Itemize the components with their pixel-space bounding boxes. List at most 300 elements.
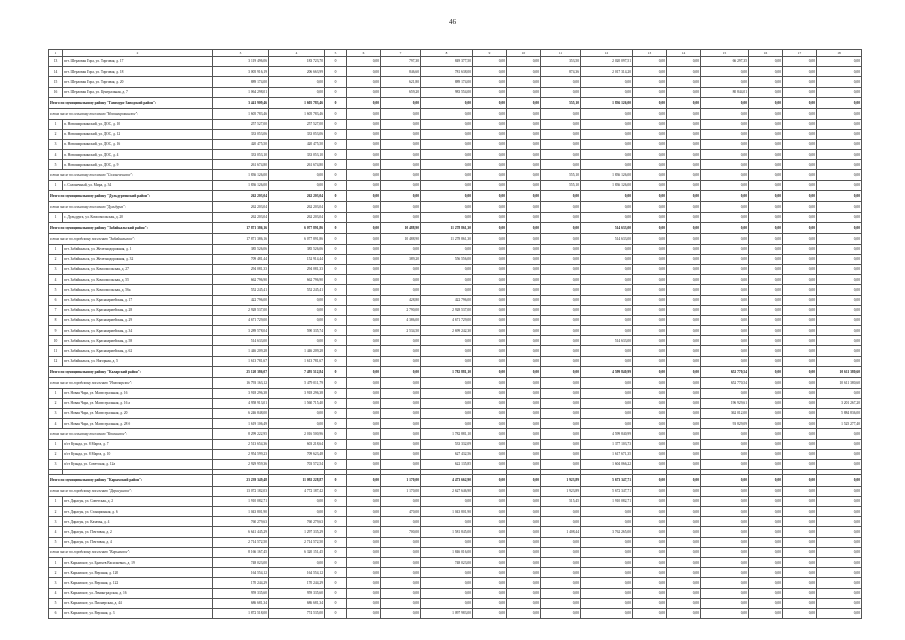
table-cell: 0,00: [633, 244, 667, 254]
table-cell: 0,00: [749, 67, 783, 77]
table-cell: 0,00: [541, 139, 581, 149]
table-cell: 0,00: [749, 388, 783, 398]
column-number: 1: [49, 50, 63, 57]
table-cell: 0,00: [749, 366, 783, 378]
table-cell: 0,00: [347, 234, 381, 244]
table-cell: 0,00: [507, 87, 541, 97]
address-cell: пгт. Дарасун, ул. Почтовая, д. 2: [63, 527, 213, 537]
address-cell: пгт. Карымское, ул. Пионерская, д. 44: [63, 598, 213, 608]
table-cell: 0,00: [507, 285, 541, 295]
table-cell: 0,00: [817, 527, 862, 537]
table-cell: 0: [325, 77, 347, 87]
table-row: [49, 527, 862, 537]
table-cell: 0: [325, 429, 347, 439]
table-cell: 0,00: [507, 77, 541, 87]
table-cell: 0,00: [347, 222, 381, 234]
table-cell: 0,00: [347, 429, 381, 439]
table-cell: 0,00: [667, 190, 701, 202]
row-number: 2: [49, 449, 63, 459]
table-cell: 748 023,00: [421, 558, 473, 568]
table-row: [49, 459, 862, 469]
column-number: 7: [381, 50, 421, 57]
table-cell: 0,00: [421, 212, 473, 222]
table-cell: 0,00: [269, 558, 325, 568]
table-cell: 257 527,00: [213, 119, 269, 129]
table-cell: 0: [325, 419, 347, 429]
table-cell: 774 535,00: [269, 608, 325, 618]
table-cell: 0,00: [541, 588, 581, 598]
table-cell: 1 910 082,71: [581, 496, 633, 506]
table-cell: 0,00: [541, 275, 581, 285]
table-cell: 0: [325, 366, 347, 378]
table-cell: 0,00: [473, 547, 507, 557]
table-cell: 0,00: [347, 409, 381, 419]
column-number: 14: [667, 50, 701, 57]
table-cell: 0,00: [347, 67, 381, 77]
table-row: [49, 568, 862, 578]
table-row: [49, 578, 862, 588]
address-cell: пгт. Забайкальск, ул. Железнодорожная, д. 32: [63, 254, 213, 264]
column-number: 10: [507, 50, 541, 57]
table-cell: 555,10: [541, 170, 581, 180]
table-cell: 0,00: [347, 419, 381, 429]
table-cell: 0,00: [541, 378, 581, 388]
table-cell: 0,00: [473, 608, 507, 618]
table-cell: 0,00: [421, 190, 473, 202]
table-cell: 0,00: [633, 378, 667, 388]
table-cell: 0,00: [473, 449, 507, 459]
table-cell: 0,00: [421, 378, 473, 388]
table-cell: 0,00: [269, 305, 325, 315]
table-cell: 0,00: [581, 109, 633, 119]
row-number: 16: [49, 87, 63, 97]
row-number: 1: [49, 180, 63, 190]
table-cell: 0,00: [667, 326, 701, 336]
address-cell: пгт. Шерловая Гора, ул. Торговая, д. 20: [63, 77, 213, 87]
table-cell: 0,00: [749, 129, 783, 139]
table-cell: 0,00: [633, 254, 667, 264]
table-cell: 0,00: [347, 180, 381, 190]
column-number: 3: [213, 50, 269, 57]
table-cell: 2 699 242,30: [421, 326, 473, 336]
settlement-subtotal-label: в том числе по городскому поселению "Дарасунское":: [49, 486, 213, 496]
table-cell: 0,00: [633, 547, 667, 557]
table-cell: 0: [325, 87, 347, 97]
table-cell: 0,00: [541, 419, 581, 429]
table-cell: 0,00: [749, 139, 783, 149]
table-cell: 0,00: [381, 346, 421, 356]
table-cell: 0,00: [783, 160, 817, 170]
address-cell: пгт. Забайкальск, ул. Красноармейская, д. 62: [63, 346, 213, 356]
table-cell: 0,00: [473, 222, 507, 234]
table-cell: 0,00: [749, 254, 783, 264]
table-cell: 515,45: [541, 496, 581, 506]
table-cell: 1 923,89: [541, 486, 581, 496]
table-cell: 0,00: [541, 439, 581, 449]
table-cell: 0,00: [633, 234, 667, 244]
table-cell: 0,00: [581, 139, 633, 149]
table-cell: 0,00: [347, 326, 381, 336]
table-cell: 0,00: [347, 475, 381, 487]
table-cell: 1 782 881,10: [421, 429, 473, 439]
table-cell: 0,00: [507, 439, 541, 449]
table-cell: 0,00: [381, 119, 421, 129]
table-cell: 66 297,35: [701, 57, 749, 67]
district-total-label: Итого по муниципальному району "Карымский район":: [49, 475, 213, 487]
column-number-row: [49, 50, 862, 57]
table-cell: 0,00: [347, 77, 381, 87]
table-cell: 0,00: [749, 109, 783, 119]
table-cell: 0,00: [817, 67, 862, 77]
table-row: [49, 212, 862, 222]
table-cell: 0,00: [473, 77, 507, 87]
table-cell: 1 923,89: [541, 475, 581, 487]
settlement-subtotal-row: [49, 378, 862, 388]
table-cell: 0,00: [381, 160, 421, 170]
table-cell: 0,00: [667, 388, 701, 398]
table-cell: 0,00: [783, 254, 817, 264]
table-cell: 0,00: [581, 517, 633, 527]
table-cell: 0,00: [667, 222, 701, 234]
table-cell: 0,00: [783, 537, 817, 547]
table-cell: 0,00: [473, 264, 507, 274]
table-cell: 0,00: [817, 244, 862, 254]
column-number: 13: [633, 50, 667, 57]
district-total-row: [49, 190, 862, 202]
table-cell: 2 534,50: [381, 326, 421, 336]
table-cell: 0,00: [381, 150, 421, 160]
table-cell: 0,00: [347, 496, 381, 506]
table-cell: 0,00: [817, 234, 862, 244]
table-cell: 0,00: [701, 275, 749, 285]
table-cell: 0,00: [347, 150, 381, 160]
table-cell: 0,00: [701, 180, 749, 190]
table-cell: 0,00: [633, 139, 667, 149]
table-cell: 0,00: [817, 190, 862, 202]
table-cell: 0,00: [473, 486, 507, 496]
row-number: 4: [49, 419, 63, 429]
table-cell: 0,00: [783, 568, 817, 578]
table-cell: 0,00: [817, 608, 862, 618]
table-cell: 0,00: [581, 608, 633, 618]
table-cell: 0: [325, 356, 347, 366]
table-cell: 0,00: [817, 77, 862, 87]
table-row: [49, 558, 862, 568]
table-cell: 0,00: [817, 264, 862, 274]
table-cell: 0: [325, 378, 347, 388]
table-row: [49, 315, 862, 325]
table-cell: 0,00: [749, 598, 783, 608]
table-cell: 0,00: [507, 356, 541, 366]
table-cell: 0,00: [581, 558, 633, 568]
table-cell: 0,00: [507, 475, 541, 487]
table-cell: 262 203,04: [269, 212, 325, 222]
table-cell: 0,00: [507, 244, 541, 254]
table-cell: 0,00: [507, 366, 541, 378]
table-cell: 0,00: [749, 234, 783, 244]
table-cell: 0,00: [667, 119, 701, 129]
table-cell: 17 871 386,16: [213, 222, 269, 234]
address-cell: п/ст Куанда, ул. 8 Марта, д. 10: [63, 449, 213, 459]
table-cell: 0,00: [473, 97, 507, 109]
table-cell: 0: [325, 57, 347, 67]
table-cell: 333 053,06: [213, 129, 269, 139]
table-cell: 333 053,10: [269, 150, 325, 160]
table-cell: 0: [325, 608, 347, 618]
table-cell: 0,00: [667, 315, 701, 325]
column-number: 16: [749, 50, 783, 57]
table-cell: 0,00: [381, 419, 421, 429]
table-cell: 0,00: [783, 57, 817, 67]
table-cell: 0,00: [581, 254, 633, 264]
table-cell: 0: [325, 496, 347, 506]
table-cell: 170 244,29: [269, 578, 325, 588]
table-cell: 0,00: [633, 305, 667, 315]
table-cell: 0: [325, 578, 347, 588]
table-cell: 0,00: [507, 336, 541, 346]
district-total-label: Итого по муниципальному району "Газимуро-Заводский район":: [49, 97, 213, 109]
table-cell: 0: [325, 67, 347, 77]
table-cell: 0,00: [347, 398, 381, 408]
table-cell: 2 714 572,50: [213, 537, 269, 547]
table-cell: 0,00: [667, 366, 701, 378]
table-cell: 0,00: [347, 202, 381, 212]
address-cell: с. Солонечный, ул. Мира, д. 34: [63, 180, 213, 190]
table-cell: 0,00: [633, 202, 667, 212]
table-cell: 889 174,00: [213, 77, 269, 87]
table-cell: 0,00: [817, 588, 862, 598]
row-number: 3: [49, 517, 63, 527]
table-cell: 0,00: [817, 537, 862, 547]
table-cell: 0: [325, 537, 347, 547]
table-row: [49, 588, 862, 598]
table-cell: 0,00: [783, 285, 817, 295]
table-cell: 533 332,09: [421, 439, 473, 449]
table-cell: 0,00: [701, 356, 749, 366]
table-cell: 0,00: [541, 507, 581, 517]
table-row: [49, 180, 862, 190]
address-cell: пгт. Забайкальск, ул. Железнодорожная, д. 1: [63, 244, 213, 254]
table-cell: 0,00: [421, 170, 473, 180]
table-cell: 0,00: [381, 598, 421, 608]
table-cell: 0: [325, 119, 347, 129]
table-cell: 0: [325, 336, 347, 346]
table-cell: 0,00: [581, 568, 633, 578]
table-cell: 0,00: [347, 109, 381, 119]
table-cell: 0,00: [633, 170, 667, 180]
table-cell: 0,00: [541, 429, 581, 439]
table-cell: 0,00: [749, 356, 783, 366]
table-cell: 6 246 848,00: [213, 409, 269, 419]
table-cell: 0,00: [749, 588, 783, 598]
table-cell: 1 408,44: [541, 527, 581, 537]
table-cell: 0,00: [347, 537, 381, 547]
address-cell: п. Новоширокинский, ул. ДОС, д. 4: [63, 150, 213, 160]
table-cell: 4 599 840,99: [581, 366, 633, 378]
table-cell: 0,00: [817, 315, 862, 325]
table-cell: 0,00: [667, 449, 701, 459]
table-cell: 0,00: [633, 588, 667, 598]
table-cell: 0,00: [667, 77, 701, 87]
table-cell: 0,00: [817, 429, 862, 439]
table-cell: 428,80: [381, 295, 421, 305]
table-cell: 1 581 845,00: [421, 527, 473, 537]
table-cell: 0,00: [541, 87, 581, 97]
table-cell: 2 790,00: [381, 305, 421, 315]
table-cell: 0,00: [347, 212, 381, 222]
table-cell: 5 672 347,71: [581, 486, 633, 496]
table-cell: 152 914,44: [269, 254, 325, 264]
table-row: [49, 449, 862, 459]
table-cell: 0,00: [473, 388, 507, 398]
address-cell: пгт. Забайкальск, ул. Комсомольская, д. 55: [63, 275, 213, 285]
column-number: 12: [581, 50, 633, 57]
table-cell: 0,00: [541, 388, 581, 398]
table-cell: 0,00: [421, 285, 473, 295]
table-cell: 0,00: [667, 486, 701, 496]
table-cell: 0,00: [783, 202, 817, 212]
table-cell: 0,00: [749, 507, 783, 517]
table-cell: 0,00: [421, 398, 473, 408]
table-cell: 0,00: [541, 244, 581, 254]
table-cell: 0,00: [581, 129, 633, 139]
table-cell: 0,00: [633, 527, 667, 537]
table-cell: 0,00: [381, 409, 421, 419]
table-cell: 709 481,44: [213, 254, 269, 264]
table-cell: 686 681,34: [269, 598, 325, 608]
table-cell: 1 836 126,00: [581, 180, 633, 190]
table-cell: 0: [325, 388, 347, 398]
address-cell: пгт. Забайкальск, ул. Нагорная, д. 5: [63, 356, 213, 366]
table-cell: 0,00: [701, 160, 749, 170]
table-cell: 0,00: [783, 578, 817, 588]
table-cell: 5 673 347,71: [581, 475, 633, 487]
column-number: 8: [421, 50, 473, 57]
table-cell: 0,00: [473, 212, 507, 222]
table-cell: 0,00: [783, 558, 817, 568]
table-cell: 0,00: [581, 285, 633, 295]
table-cell: 0: [325, 475, 347, 487]
table-cell: 0,00: [633, 119, 667, 129]
row-number: 1: [49, 388, 63, 398]
table-cell: 760 279,63: [213, 517, 269, 527]
table-cell: 0,00: [667, 275, 701, 285]
table-row: [49, 264, 862, 274]
table-row: [49, 496, 862, 506]
table-cell: 0,00: [347, 170, 381, 180]
table-cell: 0,00: [749, 77, 783, 87]
table-cell: 0,00: [421, 588, 473, 598]
table-cell: 0,00: [783, 119, 817, 129]
table-cell: 0,00: [749, 439, 783, 449]
table-cell: 2 627 646,90: [421, 486, 473, 496]
row-number: 4: [49, 527, 63, 537]
table-cell: 0: [325, 315, 347, 325]
table-cell: 0,00: [507, 449, 541, 459]
table-cell: 0,00: [633, 537, 667, 547]
table-cell: 0,00: [749, 346, 783, 356]
table-cell: 0,00: [667, 57, 701, 67]
table-cell: 0,00: [783, 439, 817, 449]
table-cell: 0,00: [701, 346, 749, 356]
table-cell: 0,00: [783, 150, 817, 160]
table-cell: 4 772 187,42: [269, 486, 325, 496]
table-cell: 0,00: [581, 212, 633, 222]
table-cell: 0,00: [421, 109, 473, 119]
table-cell: 0,00: [581, 87, 633, 97]
table-cell: 0,00: [381, 378, 421, 388]
column-number: 6: [347, 50, 381, 57]
table-cell: 0,00: [783, 486, 817, 496]
table-cell: 1 619 106,49: [213, 419, 269, 429]
table-row: [49, 398, 862, 408]
table-cell: 0,00: [633, 264, 667, 274]
table-cell: 1 836 126,00: [581, 97, 633, 109]
table-cell: 0,00: [667, 459, 701, 469]
table-cell: 2 513 654,36: [213, 439, 269, 449]
table-cell: 0,00: [749, 336, 783, 346]
table-cell: 0: [325, 588, 347, 598]
table-cell: 25 120 386,07: [213, 366, 269, 378]
table-cell: 0,00: [473, 170, 507, 180]
table-cell: 3 119 496,06: [213, 57, 269, 67]
table-cell: 0: [325, 180, 347, 190]
table-cell: 0,00: [541, 264, 581, 274]
table-cell: 0,00: [381, 496, 421, 506]
table-cell: 0,00: [581, 356, 633, 366]
table-cell: 6 641 445,29: [213, 527, 269, 537]
settlement-subtotal-label: в том числе по городскому поселению "Забайкальское":: [49, 234, 213, 244]
table-cell: 294 081,33: [269, 264, 325, 274]
table-cell: 0,00: [347, 254, 381, 264]
table-cell: 709 623,48: [269, 449, 325, 459]
table-cell: 23 239 349,48: [213, 475, 269, 487]
row-number: 5: [49, 160, 63, 170]
table-cell: 0,00: [817, 326, 862, 336]
table-cell: 0,00: [667, 507, 701, 517]
table-cell: 555,10: [541, 97, 581, 109]
table-cell: 1 446 209,28: [269, 346, 325, 356]
table-cell: 0,00: [507, 537, 541, 547]
table-cell: 0,00: [473, 190, 507, 202]
table-cell: 0,00: [783, 315, 817, 325]
table-cell: 0,00: [783, 190, 817, 202]
table-cell: 0,00: [507, 547, 541, 557]
table-cell: 0,00: [381, 517, 421, 527]
table-cell: 0,00: [473, 568, 507, 578]
address-cell: пгт. Новая Чара, ул. Магистральная, д. 16 а: [63, 398, 213, 408]
table-cell: 0,00: [667, 170, 701, 180]
table-cell: 0,00: [749, 568, 783, 578]
table-cell: 0,00: [381, 275, 421, 285]
table-cell: 196 929,61: [701, 398, 749, 408]
table-cell: 0,00: [633, 388, 667, 398]
table-cell: 0,00: [473, 366, 507, 378]
table-cell: 0,00: [783, 419, 817, 429]
table-cell: 0,00: [817, 254, 862, 264]
table-cell: 0,00: [817, 578, 862, 588]
table-cell: 0,00: [473, 429, 507, 439]
table-cell: 0,00: [667, 305, 701, 315]
table-cell: 1 605 783,46: [213, 109, 269, 119]
table-cell: 0,00: [701, 202, 749, 212]
table-cell: 0,00: [507, 139, 541, 149]
address-cell: пгт. Шерловая Гора, ул. Торговая, д. 18: [63, 67, 213, 77]
table-cell: 1 836 126,00: [581, 170, 633, 180]
settlement-subtotal-row: [49, 202, 862, 212]
table-cell: 0,00: [783, 77, 817, 87]
row-number: 3: [49, 409, 63, 419]
